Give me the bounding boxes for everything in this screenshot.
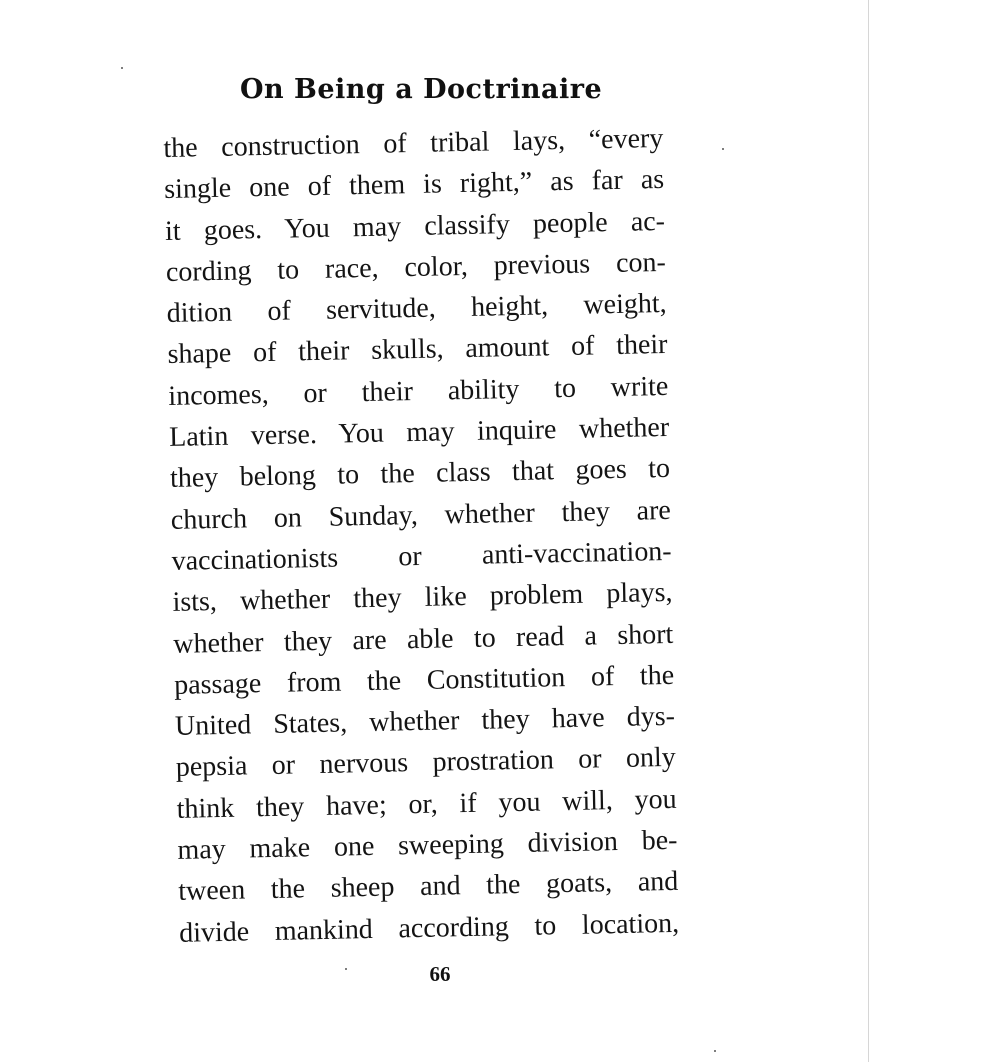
text-line: divide mankind according to location,: [178, 907, 680, 949]
text-line: church on Sunday, whether they are: [170, 494, 672, 536]
page-number: 66: [429, 962, 451, 986]
text-line: tween the sheep and the goats, and: [178, 866, 679, 908]
text-line: Latin verse. You may inquire whether: [168, 411, 670, 454]
text-line: think they have; or, if you will, you: [176, 783, 677, 825]
text-line: single one of them is right,” as far as: [163, 164, 665, 206]
text-line: whether they are able to read a short: [173, 618, 674, 660]
text-line: ists, whether they like problem plays,: [172, 577, 673, 619]
text-line: vaccinationists or anti-vaccination-: [171, 535, 672, 577]
text-line: it goes. You may classify people ac-: [164, 205, 666, 247]
text-line: passage from the Constitution of the: [173, 659, 675, 701]
body-text: [163, 117, 719, 954]
text-line: shape of their skulls, amount of their: [167, 329, 668, 371]
text-line: they belong to the class that goes to: [169, 453, 671, 495]
text-line: the construction of tribal lays, “every: [163, 122, 664, 164]
text-line: United States, whether they have dys-: [174, 701, 676, 743]
page-edge: [868, 0, 869, 1062]
scan-speck: [345, 968, 347, 970]
text-line: cording to race, color, previous con-: [165, 246, 667, 288]
scan-speck: [121, 67, 123, 69]
text-line: may make one sweeping division be-: [177, 824, 678, 866]
text-line: dition of servitude, height, weight,: [166, 288, 667, 330]
text-line: incomes, or their ability to write: [168, 370, 669, 412]
running-head: On Being a Doctrinaire: [240, 74, 603, 105]
text-line: pepsia or nervous prostration or only: [175, 742, 677, 784]
scan-speck: [722, 148, 724, 150]
scan-speck: [714, 1050, 716, 1052]
